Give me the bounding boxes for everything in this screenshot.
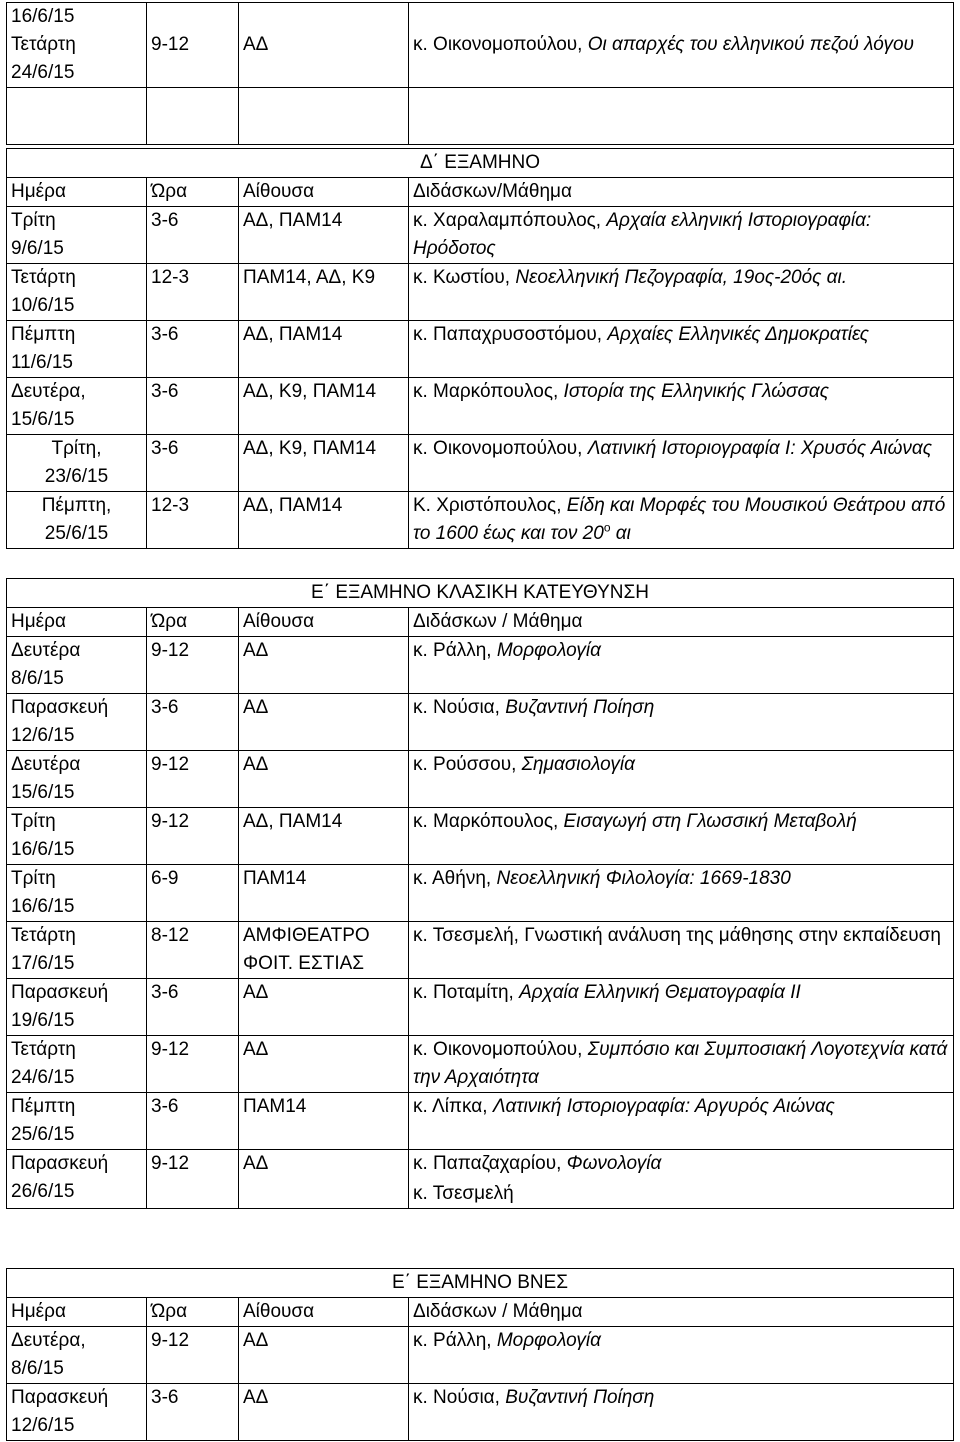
day-name: Παρασκευή (11, 697, 109, 718)
date: 8/6/15 (11, 1358, 64, 1379)
semester-d-table (6, 148, 954, 549)
teacher: κ. Ρούσσου, (413, 754, 522, 775)
day-cell (7, 1093, 147, 1150)
course-cell (409, 264, 954, 321)
extra-teacher: κ. Τσεσμελή (413, 1183, 514, 1204)
course-cell (409, 1093, 954, 1150)
header-room: Αίθουσα (239, 1298, 409, 1327)
time-cell (147, 3, 239, 88)
time-cell: 3-6 (147, 321, 239, 378)
room-cell: ΑΔ (239, 751, 409, 808)
room-cell: ΑΔ (239, 979, 409, 1036)
course-cell (409, 1150, 954, 1209)
course-title: Νεοελληνική Φιλολογία: 1669-1830 (496, 868, 791, 889)
course-title: Είδη και Μορφές του Μουσικού Θεάτρου από το 1600 έως και τον 20 (413, 495, 946, 544)
time-cell: 3-6 (147, 694, 239, 751)
room-cell: ΑΔ (239, 1150, 409, 1209)
course-cell (409, 694, 954, 751)
course-cell (409, 751, 954, 808)
room-cell: ΑΔ, Κ9, ΠΑΜ14 (239, 435, 409, 492)
time-cell: 3-6 (147, 207, 239, 264)
day-name: Τρίτη (11, 868, 56, 889)
teacher: κ. Χαραλαμπόπουλος, (413, 210, 607, 231)
table-row (7, 751, 954, 808)
course-title: Λατινική Ιστοριογραφία: Αργυρός Αιώνας (492, 1096, 835, 1117)
header-day: Ημέρα (7, 178, 147, 207)
course-cell (409, 1384, 954, 1441)
table-row (7, 435, 954, 492)
day-cell (7, 1384, 147, 1441)
course-title: Αρχαία ελληνική Ιστοριογραφία: Ηρόδοτος (413, 210, 872, 259)
time-cell: 9-12 (147, 1150, 239, 1209)
teacher: κ. Οικονομοπούλου, (413, 1039, 588, 1060)
date-prev: 16/6/15 (11, 6, 75, 27)
course-title: Μορφολογία (496, 1330, 601, 1351)
day-cell (7, 264, 147, 321)
time: 9-12 (151, 34, 190, 55)
course-cell (409, 492, 954, 549)
course-cell (409, 207, 954, 264)
table-row (7, 1384, 954, 1441)
table-row (7, 1093, 954, 1150)
header-room: Αίθουσα (239, 608, 409, 637)
course-title: Γνωστική ανάλυση της μάθησης στην εκπαίδευση (524, 925, 941, 946)
date: 12/6/15 (11, 725, 75, 746)
day-cell (7, 979, 147, 1036)
day-cell (7, 1150, 147, 1209)
time-cell: 3-6 (147, 1384, 239, 1441)
teacher: κ. Κωστίου, (413, 267, 516, 288)
table-row (7, 694, 954, 751)
room-cell (239, 3, 409, 88)
course-title: Λατινική Ιστοριογραφία Ι: Χρυσός Αιώνας (587, 438, 932, 459)
date: 16/6/15 (11, 839, 75, 860)
room-cell: ΑΜΦΙΘΕΑΤΡΟ ΦΟΙΤ. ΕΣΤΙΑΣ (239, 922, 409, 979)
table-row (7, 1150, 954, 1209)
course-cell (409, 321, 954, 378)
time-cell: 12-3 (147, 264, 239, 321)
teacher: κ. Παπαζαχαρίου, (413, 1153, 567, 1174)
course-title: Αρχαίες Ελληνικές Δημοκρατίες (607, 324, 870, 345)
day-cell (7, 751, 147, 808)
room-cell: ΑΔ, ΠΑΜ14 (239, 808, 409, 865)
course-title: Συμπόσιο και Συμποσιακή Λογοτεχνία κατά την Αρχαιότητα (413, 1039, 948, 1088)
top-fragment-table (6, 2, 954, 145)
day-name: Τετάρτη (11, 267, 76, 288)
table-row (7, 1036, 954, 1093)
table-row (7, 378, 954, 435)
teacher: Κ. Χριστόπουλος, (413, 495, 567, 516)
header-course: Διδάσκων / Μάθημα (409, 1298, 954, 1327)
room-cell: ΑΔ, Κ9, ΠΑΜ14 (239, 378, 409, 435)
room-cell: ΠΑΜ14 (239, 865, 409, 922)
course-cell (409, 435, 954, 492)
date: 16/6/15 (11, 896, 75, 917)
teacher: κ. Οικονομοπούλου, (413, 34, 588, 55)
day-name: Παρασκευή (11, 1153, 109, 1174)
date: 25/6/15 (44, 523, 109, 544)
date: 15/6/15 (11, 409, 75, 430)
course-cell (409, 922, 954, 979)
time-cell: 3-6 (147, 378, 239, 435)
time-cell: 3-6 (147, 1093, 239, 1150)
course-title: Μορφολογία (496, 640, 601, 661)
date: 26/6/15 (11, 1181, 75, 1202)
day-name: Παρασκευή (11, 982, 109, 1003)
header-day: Ημέρα (7, 1298, 147, 1327)
date: 17/6/15 (11, 953, 75, 974)
teacher: κ. Νούσια, (413, 697, 506, 718)
day-name: Πέμπτη (11, 1096, 76, 1117)
teacher: κ. Μαρκόπουλος, (413, 381, 564, 402)
date: 24/6/15 (11, 62, 75, 83)
time-cell: 3-6 (147, 979, 239, 1036)
day-cell (7, 1036, 147, 1093)
teacher: κ. Μαρκόπουλος, (413, 811, 564, 832)
time-cell: 9-12 (147, 1327, 239, 1384)
date: 19/6/15 (11, 1010, 75, 1031)
day-name: Δευτέρα (11, 640, 81, 661)
table-row (7, 979, 954, 1036)
empty-row (7, 88, 954, 145)
day-name: Τετάρτη (11, 925, 76, 946)
semester-e-vnes-table (6, 1268, 954, 1441)
course-cell (409, 637, 954, 694)
day-cell (7, 637, 147, 694)
room-cell: ΠΑΜ14, ΑΔ, Κ9 (239, 264, 409, 321)
date: 24/6/15 (11, 1067, 75, 1088)
header-course: Διδάσκων / Μάθημα (409, 608, 954, 637)
table-row (7, 207, 954, 264)
room-cell: ΑΔ, ΠΑΜ14 (239, 321, 409, 378)
teacher: κ. Ράλλη, (413, 640, 497, 661)
room-cell: ΑΔ (239, 1384, 409, 1441)
header-row (7, 608, 954, 637)
day-name: Τετάρτη (11, 34, 76, 55)
time-cell: 9-12 (147, 637, 239, 694)
course-cell (409, 979, 954, 1036)
header-time: Ώρα (147, 608, 239, 637)
course-title: Οι απαρχές του ελληνικού πεζού λόγου (587, 34, 914, 55)
teacher: κ. Παπαχρυσοστόμου, (413, 324, 608, 345)
teacher: κ. Αθήνη, (413, 868, 497, 889)
day-cell (7, 207, 147, 264)
course-cell (409, 1036, 954, 1093)
time-cell: 8-12 (147, 922, 239, 979)
section-title: Δ΄ ΕΞΑΜΗΝΟ (7, 149, 954, 178)
header-time: Ώρα (147, 1298, 239, 1327)
course-cell (409, 1327, 954, 1384)
day-name: Τρίτη (11, 210, 56, 231)
room-cell: ΠΑΜ14 (239, 1093, 409, 1150)
date: 11/6/15 (11, 352, 73, 373)
table-row (7, 264, 954, 321)
header-course: Διδάσκων/Μάθημα (409, 178, 954, 207)
room: ΑΔ (243, 34, 269, 55)
course-tail: αι (610, 523, 631, 544)
course-title: Εισαγωγή στη Γλωσσική Μεταβολή (563, 811, 857, 832)
course-cell (409, 3, 954, 88)
day-name: Τρίτη, (51, 438, 102, 459)
day-cell (7, 808, 147, 865)
course-title: Φωνολογία (566, 1153, 662, 1174)
teacher: κ. Οικονομοπούλου, (413, 438, 588, 459)
table-row (7, 492, 954, 549)
course-cell (409, 808, 954, 865)
day-cell (7, 321, 147, 378)
time-cell: 9-12 (147, 1036, 239, 1093)
day-name: Τρίτη (11, 811, 56, 832)
table-row (7, 922, 954, 979)
time-cell: 9-12 (147, 808, 239, 865)
course-title: Ιστορία της Ελληνικής Γλώσσας (563, 381, 829, 402)
section-title: Ε΄ ΕΞΑΜΗΝΟ ΒΝΕΣ (7, 1269, 954, 1298)
teacher: κ. Νούσια, (413, 1387, 506, 1408)
table-row (7, 637, 954, 694)
semester-e-classic-table (6, 578, 954, 1209)
room-cell: ΑΔ, ΠΑΜ14 (239, 207, 409, 264)
table-row (7, 3, 954, 88)
header-room: Αίθουσα (239, 178, 409, 207)
day-cell (7, 3, 147, 88)
day-cell (7, 378, 147, 435)
day-cell (7, 694, 147, 751)
course-title: Βυζαντινή Ποίηση (505, 697, 655, 718)
day-cell (7, 492, 147, 549)
course-title: Σημασιολογία (521, 754, 635, 775)
day-name: Πέμπτη (11, 324, 76, 345)
room-cell: ΑΔ (239, 1036, 409, 1093)
date: 10/6/15 (11, 295, 75, 316)
day-cell (7, 435, 147, 492)
date: 12/6/15 (11, 1415, 75, 1436)
day-name: Παρασκευή (11, 1387, 109, 1408)
day-name: Δευτέρα (11, 754, 81, 775)
header-row (7, 1298, 954, 1327)
header-row (7, 178, 954, 207)
teacher: κ. Ράλλη, (413, 1330, 497, 1351)
time-cell: 6-9 (147, 865, 239, 922)
time-cell: 9-12 (147, 751, 239, 808)
header-time: Ώρα (147, 178, 239, 207)
table-row (7, 865, 954, 922)
date: 8/6/15 (11, 668, 64, 689)
date: 15/6/15 (11, 782, 75, 803)
day-name: Πέμπτη, (41, 495, 112, 516)
course-title: Νεοελληνική Πεζογραφία, 19ος-20ός αι. (515, 267, 848, 288)
course-cell (409, 865, 954, 922)
table-row (7, 808, 954, 865)
superscript: ο (603, 520, 611, 535)
teacher: κ. Τσεσμελή, (413, 925, 525, 946)
table-row (7, 1327, 954, 1384)
day-cell (7, 922, 147, 979)
time-cell: 3-6 (147, 435, 239, 492)
course-cell (409, 378, 954, 435)
room-cell: ΑΔ (239, 1327, 409, 1384)
day-name: Δευτέρα, (11, 1330, 86, 1351)
table-row (7, 321, 954, 378)
course-title: Βυζαντινή Ποίηση (505, 1387, 655, 1408)
header-day: Ημέρα (7, 608, 147, 637)
day-name: Τετάρτη (11, 1039, 76, 1060)
room-cell: ΑΔ (239, 694, 409, 751)
day-cell (7, 865, 147, 922)
section-title: Ε΄ ΕΞΑΜΗΝΟ ΚΛΑΣΙΚΗ ΚΑΤΕΥΘΥΝΣΗ (7, 579, 954, 608)
day-cell (7, 1327, 147, 1384)
date: 9/6/15 (11, 238, 64, 259)
date: 25/6/15 (11, 1124, 75, 1145)
room-cell: ΑΔ, ΠΑΜ14 (239, 492, 409, 549)
day-name: Δευτέρα, (11, 381, 86, 402)
course-title: Αρχαία Ελληνική Θεματογραφία ΙΙ (519, 982, 801, 1003)
teacher: κ. Λίπκα, (413, 1096, 493, 1117)
time-cell: 12-3 (147, 492, 239, 549)
teacher: κ. Ποταμίτη, (413, 982, 520, 1003)
date: 23/6/15 (44, 466, 109, 487)
room-cell: ΑΔ (239, 637, 409, 694)
